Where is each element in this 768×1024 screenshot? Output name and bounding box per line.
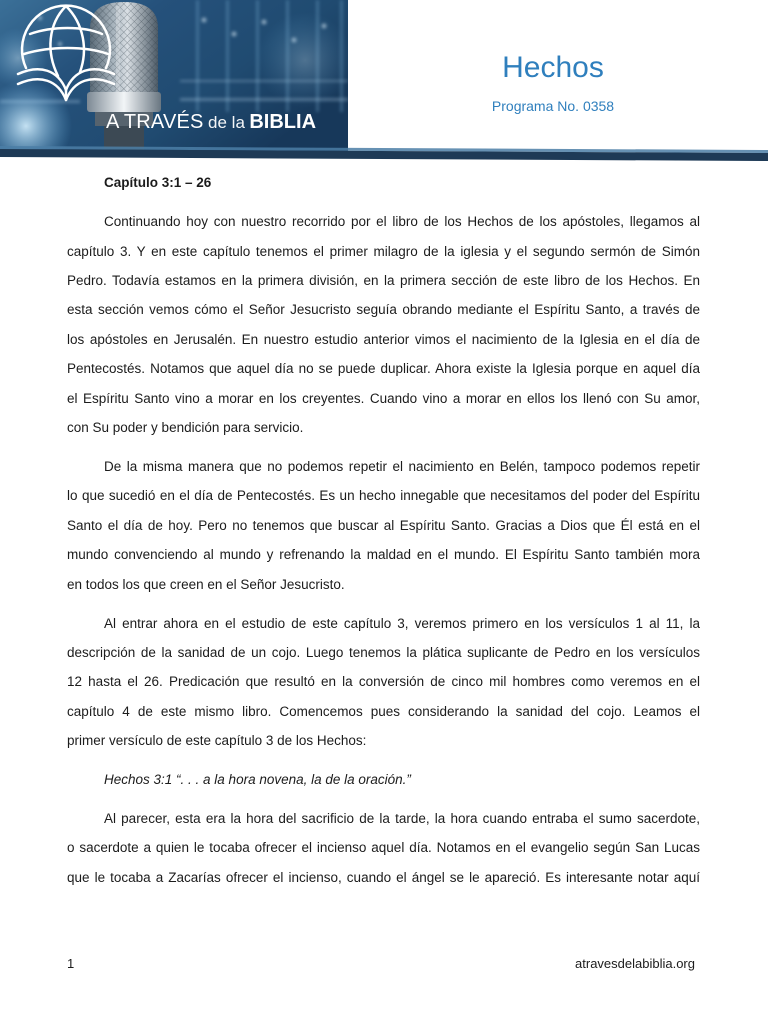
scripture-quote: Hechos 3:1 “. . . a la hora novena, la de la oración.”	[104, 772, 411, 788]
program-number: Programa No. 0358	[491, 98, 615, 114]
paragraph-line: con Su poder y bendición para servicio.	[67, 420, 304, 436]
paragraph	[67, 804, 700, 892]
paragraph-line: Al parecer, esta era la hora del sacrificio de la tarde, la hora cuando entraba el sumo sacerdote,	[104, 811, 700, 827]
paragraph-line: lo que sucedió en el día de Pentecostés. Es un hecho innegable que necesitamos del poder del Espíritu	[67, 488, 700, 504]
paragraph-line: capítulo 3. Y en este capítulo tenemos el primer milagro de la iglesia y el segundo sermón de Simón	[67, 243, 700, 259]
heading-block	[67, 168, 700, 197]
quote-block	[67, 765, 700, 794]
paragraph-line: Santo el día de hoy. Pero no tenemos que buscar al Espíritu Santo. Gracias a Dios que Él está en el	[67, 517, 700, 533]
book-title: Hechos	[502, 51, 604, 84]
paragraph-line: el Espíritu Santo vino a morar en los creyentes. Cuando vino a morar en ellos los llenó con Su amor,	[67, 390, 700, 406]
paragraph-line: 12 hasta el 26. Predicación que resultó en la conversión de cinco mil hombres como veremos en el	[67, 674, 700, 690]
paragraph	[67, 452, 700, 599]
paragraph-line: o sacerdote a quien le tocaba ofrecer el incienso aquel día. Notamos en el evangelio según San Lucas	[67, 840, 700, 856]
logo-word-de-la: de la	[208, 113, 245, 132]
paragraph	[67, 207, 700, 442]
paragraph-line: De la misma manera que no podemos repetir el nacimiento en Belén, tampoco podemos repetir	[104, 459, 700, 474]
paragraph-line: Continuando hoy con nuestro recorrido por el libro de los Hechos de los apóstoles, llegamos al	[104, 214, 700, 230]
document-body	[67, 168, 700, 902]
paragraph-line: Pentecostés. Notamos que aquel día no se puede duplicar. Ahora existe la Iglesia porque en aquel día	[67, 361, 700, 377]
paragraph	[67, 609, 700, 756]
paragraph-line: en todos los que creen en el Señor Jesucristo.	[67, 576, 345, 592]
chapter-heading: Capítulo 3:1 – 26	[104, 175, 212, 191]
paragraph-line: Al entrar ahora en el estudio de este capítulo 3, veremos primero en los versículos 1 al 11, la	[104, 615, 700, 631]
logo-word-a-traves: A TRAVÉS	[106, 111, 204, 133]
paragraph-line: Pedro. Todavía estamos en la primera división, en la primera sección de este libro de los Hechos. En	[67, 273, 700, 289]
paragraph-line: primer versículo de este capítulo 3 de los Hechos:	[67, 733, 367, 749]
logo-word-biblia: BIBLIA	[249, 111, 317, 133]
paragraph-line: mundo convenciendo al mundo y refrenando la maldad en el mundo. El Espíritu Santo también mora	[67, 547, 700, 563]
paragraph-line: que le tocaba a Zacarías ofrecer el incienso, cuando el ángel se le apareció. Es interesante notar aquí	[67, 869, 700, 885]
paragraph-line: los apóstoles en Jerusalén. En nuestro estudio anterior vimos el nacimiento de la Iglesia en el día de	[67, 331, 700, 347]
website-url: atravesdelabiblia.org	[575, 956, 695, 971]
page-number: 1	[67, 956, 75, 971]
title-block	[348, 0, 758, 140]
paragraph-line: esta sección vemos cómo el Señor Jesucristo seguía obrando mediante el Espíritu Santo, a través de	[67, 302, 700, 318]
paragraph-line: descripción de la sanidad de un cojo. Luego tenemos la plática suplicante de Pedro en los versículos	[67, 644, 700, 660]
paragraph-line: capítulo 4 de este mismo libro. Comencemos pues considerando la sanidad del cojo. Leamos el	[67, 703, 700, 719]
